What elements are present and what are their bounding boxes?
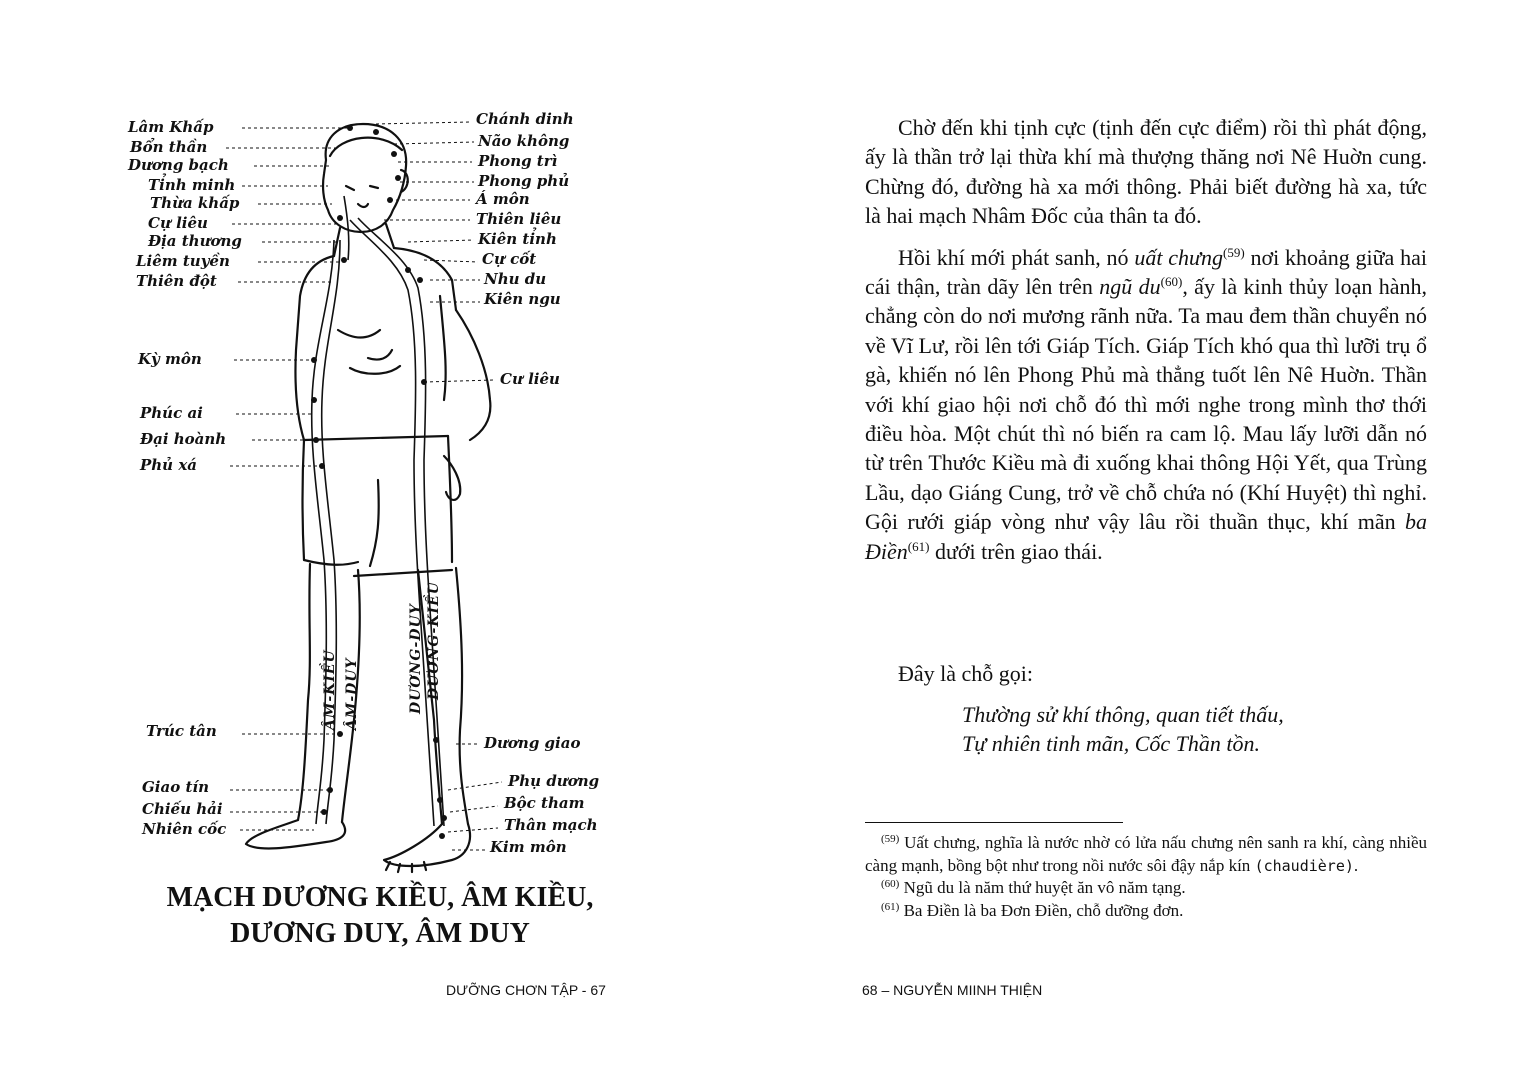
label-phu-duong: Phụ dương [508, 772, 600, 790]
label-nao-khong: Não không [478, 132, 570, 150]
footnote-59 [865, 832, 1427, 877]
footnotes [865, 832, 1427, 922]
footnote-60-text: Ngũ du là năm thứ huyệt ăn vô năm tạng. [899, 878, 1186, 897]
label-nhu-du: Nhu du [484, 270, 547, 288]
label-than-mach: Thân mạch [504, 816, 598, 834]
label-giao-tin: Giao tín [142, 778, 209, 796]
label-duong-duy: DƯƠNG-DUY [408, 603, 424, 714]
caption-line-1: MẠCH DƯƠNG KIỀU, ÂM KIỀU, [166, 882, 594, 913]
p2-text-b: nơi khoảng giữa hai cái thận, tràn dãy lên trên [865, 244, 1427, 300]
label-dai-hoanh: Đại hoành [140, 430, 227, 448]
footnote-61-text: Ba Điền là ba Đơn Điền, chỗ dưỡng đơn. [899, 900, 1184, 920]
p2-italic-ba-dien: ba Điền [865, 509, 1427, 564]
caption-line-2: DƯƠNG DUY, ÂM DUY [230, 918, 530, 949]
label-tinh-minh: Tỉnh minh [148, 176, 236, 194]
p2-text-c: , ấy là kinh thủy loạn hành, chẳng còn do nơi mương rãnh nữa. Ta mau đem thần chuyển nó về Vĩ Lư, rồi lên tới Giáp Tích. Giáp Tích khó qua thì lưỡi trụ ổ gà, khiến nó lên Phong Phủ mà thẳng tuốt lên Nê Huờn. Thần với khí giao hội nơi chỗ đó thì mới nghe trong mình thơ thới điều hòa. Một chút thì nó biến ra cam lộ. Mau lấy lưỡi dẫn nó từ trên Thước Kiều mà đi xuống khai thông Hội Yết, qua Trùng Lầu, dạo Giáng Cung, trở về chỗ chứa nó (Khí Huyệt) thì nghỉ. Gội rưới giáp vòng như vậy lâu rồi thuần thục, khí mãn [865, 274, 1428, 535]
label-boc-tham: Bộc tham [504, 794, 585, 812]
label-lam-khap: Lâm Khấp [128, 118, 214, 136]
p2-text-a: Hồi khí mới phát sanh, nó [898, 244, 1135, 270]
footnote-59-term: (chaudière) [1254, 856, 1354, 875]
verse-block [962, 700, 1284, 758]
label-kim-mon: Kim môn [490, 838, 567, 856]
footnote-ref-59[interactable]: (59) [1223, 244, 1245, 260]
label-dia-thuong: Địa thương [148, 232, 242, 250]
body-text [865, 113, 1427, 578]
footnote-60 [865, 877, 1427, 900]
p2-italic-ngu-du: ngũ du [1099, 274, 1161, 300]
footnote-59-end: . [1353, 855, 1359, 875]
label-chieu-hai: Chiếu hải [142, 800, 223, 818]
verse-line-2: Tự nhiên tinh mãn, Cốc Thần tồn. [962, 731, 1261, 756]
footnote-divider [865, 822, 1123, 823]
figure-caption [110, 880, 650, 952]
paragraph-2 [865, 243, 1427, 566]
footnote-59-number: (59) [881, 833, 900, 845]
p2-italic-uat-chung: uất chưng [1134, 244, 1223, 270]
label-duong-bach: Dương bạch [128, 156, 229, 174]
label-phuc-ai: Phúc ai [140, 404, 203, 422]
label-a-mon: Á môn [476, 190, 530, 208]
label-kien-tinh: Kiên tỉnh [478, 230, 557, 248]
footnote-60-number: (60) [881, 878, 900, 890]
footnote-59-text: Uất chưng, nghĩa là nước nhờ có lửa nấu chưng nên sanh ra khí, càng nhiều càng mạnh, bồng bột như trong nồi nước sôi đậy nắp kín [865, 833, 1427, 875]
label-thua-khap: Thừa khấp [150, 194, 240, 212]
footnote-ref-61[interactable]: (61) [907, 538, 930, 554]
label-truc-tan: Trúc tân [146, 722, 217, 740]
label-phu-xa: Phủ xá [140, 456, 197, 474]
paragraph-1: Chờ đến khi tịnh cực (tịnh đến cực điểm) rồi thì phát động, ấy là thần trở lại thừa khí mà thượng thăng nơi Nê Huờn cung. Chừng đó, đường hà xa mới thông. Phải biết đường hà xa, tức là hai mạch Nhâm Đốc của thân ta đó. [865, 115, 1427, 229]
label-kien-ngu: Kiên ngu [484, 290, 561, 308]
label-cu-lieu: Cự liêu [148, 214, 208, 232]
footer-right-running-head: 68 – NGUYỄN MIINH THIỆN [862, 982, 1043, 998]
label-ky-mon: Kỳ môn [138, 350, 202, 368]
label-duong-giao: Dương giao [484, 734, 581, 752]
footnote-61-number: (61) [881, 900, 900, 913]
label-thien-dot: Thiên đột [136, 272, 217, 290]
label-phong-phu: Phong phủ [478, 172, 570, 190]
label-am-kieu: ÂM-KIỀU [322, 649, 338, 730]
label-bon-than: Bổn thần [130, 138, 208, 156]
p2-text-d: dưới trên giao thái. [929, 538, 1103, 564]
label-chanh-dinh: Chánh dinh [476, 110, 574, 128]
label-duong-kieu: DƯƠNG-KIỀU [426, 581, 442, 700]
verse-intro: Đây là chỗ gọi: [898, 661, 1034, 686]
label-am-duy: ÂM-DUY [344, 657, 360, 730]
label-cu-lieu-right: Cư liêu [500, 370, 560, 388]
label-thien-lieu: Thiên liêu [476, 210, 562, 228]
footnote-61 [865, 900, 1427, 923]
label-nhien-coc: Nhiên cốc [142, 820, 227, 838]
label-cu-cot: Cự cốt [482, 250, 537, 268]
footer-left-running-head: DƯỠNG CHƠN TẬP - 67 [446, 982, 606, 998]
label-liem-tuyen: Liêm tuyền [136, 252, 230, 270]
label-phong-tri: Phong trì [478, 152, 558, 170]
verse-line-1: Thường sử khí thông, quan tiết thấu, [962, 702, 1284, 727]
meridian-figure [118, 100, 638, 880]
footnote-ref-60[interactable]: (60) [1160, 274, 1183, 290]
